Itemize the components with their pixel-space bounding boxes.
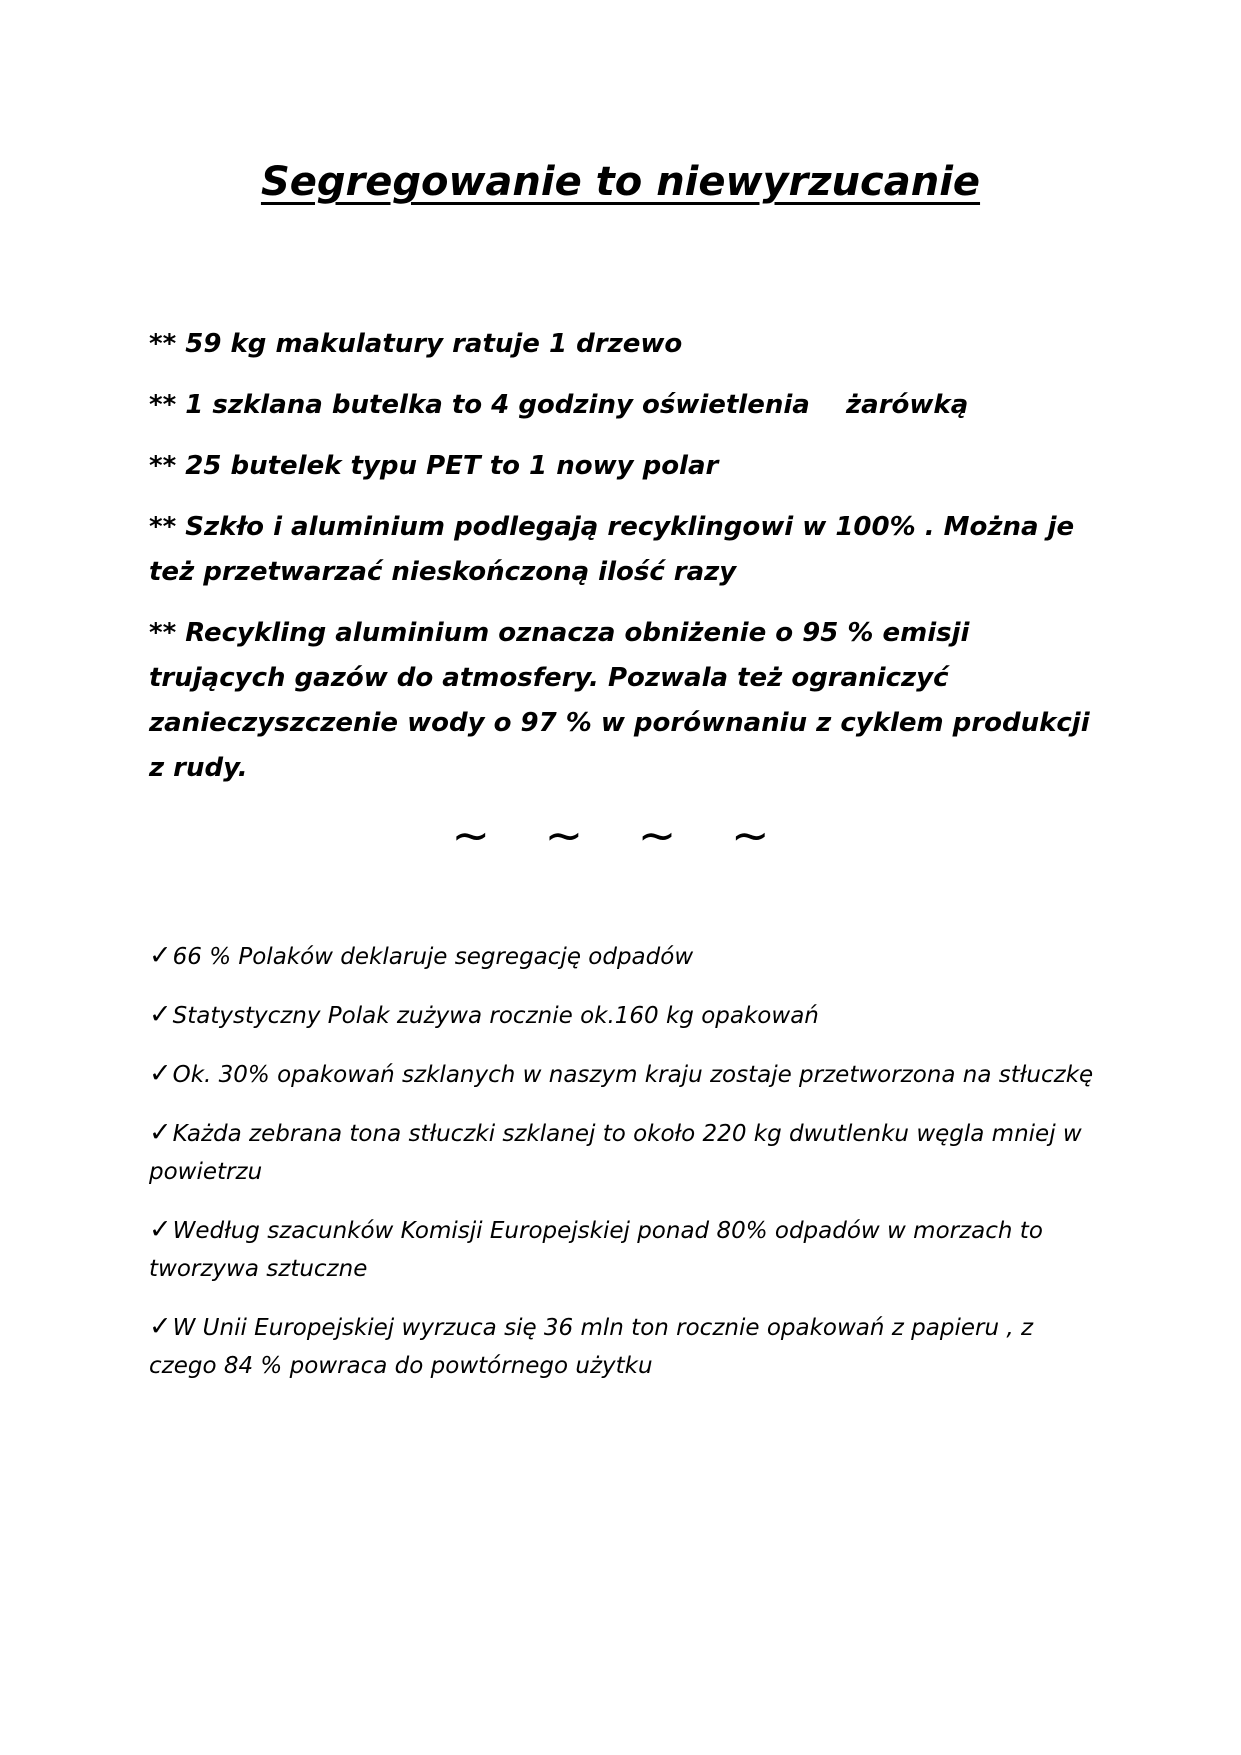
stat-text: Statystyczny Polak zużywa rocznie ok.160 kg opakowań: [172, 1003, 819, 1029]
fact-item: [149, 322, 1099, 367]
fact-item: [149, 611, 1099, 791]
statistics-list: [149, 937, 1099, 1405]
tilde-separator: ~ ~ ~ ~: [451, 808, 790, 862]
checkmark-icon: ✓: [149, 1058, 172, 1089]
stat-text: Ok. 30% opakowań szklanych w naszym kraju zostaje przetworzona na stłuczkę: [172, 1062, 1094, 1088]
stat-item: [149, 1308, 1099, 1385]
fact-item: [149, 444, 1099, 489]
fact-prefix: **: [149, 618, 186, 648]
stat-item: [149, 937, 1099, 976]
facts-list: [149, 322, 1099, 807]
checkmark-icon: ✓: [149, 1311, 172, 1342]
fact-text: Recykling aluminium oznacza obniżenie o 95 % emisji trujących gazów do atmosfery. Pozwala też ograniczyć zanieczyszczenie wody o 97 % w porównaniu z cyklem produkcji z rudy.: [149, 618, 1090, 783]
fact-prefix: **: [149, 329, 186, 359]
stat-text: Według szacunków Komisji Europejskiej ponad 80% odpadów w morzach to tworzywa sztuczne: [149, 1218, 1043, 1282]
fact-item: [149, 505, 1099, 595]
checkmark-icon: ✓: [149, 999, 172, 1030]
stat-text: Każda zebrana tona stłuczki szklanej to około 220 kg dwutlenku węgla mniej w powietrzu: [149, 1121, 1082, 1185]
page-title: Segregowanie to niewyrzucanie: [260, 159, 981, 205]
stat-text: 66 % Polaków deklaruje segregację odpadów: [172, 944, 694, 970]
fact-prefix: **: [149, 451, 186, 481]
fact-text: 25 butelek typu PET to 1 nowy polar: [185, 451, 719, 481]
fact-text: 1 szklana butelka to 4 godziny oświetlenia żarówką: [185, 390, 969, 420]
stat-item: [149, 1055, 1099, 1094]
checkmark-icon: ✓: [149, 1117, 172, 1148]
fact-prefix: **: [149, 512, 186, 542]
stat-text: W Unii Europejskiej wyrzuca się 36 mln ton rocznie opakowań z papieru , z czego 84 % powraca do powtórnego użytku: [149, 1315, 1034, 1379]
fact-prefix: **: [149, 390, 186, 420]
fact-text: Szkło i aluminium podlegają recyklingowi w 100% . Można je też przetwarzać nieskończoną ilość razy: [149, 512, 1075, 587]
stat-item: [149, 996, 1099, 1035]
checkmark-icon: ✓: [149, 940, 172, 971]
stat-item: [149, 1211, 1099, 1288]
stat-item: [149, 1114, 1099, 1191]
fact-text: 59 kg makulatury ratuje 1 drzewo: [185, 329, 683, 359]
fact-item: [149, 383, 1099, 428]
checkmark-icon: ✓: [149, 1214, 172, 1245]
